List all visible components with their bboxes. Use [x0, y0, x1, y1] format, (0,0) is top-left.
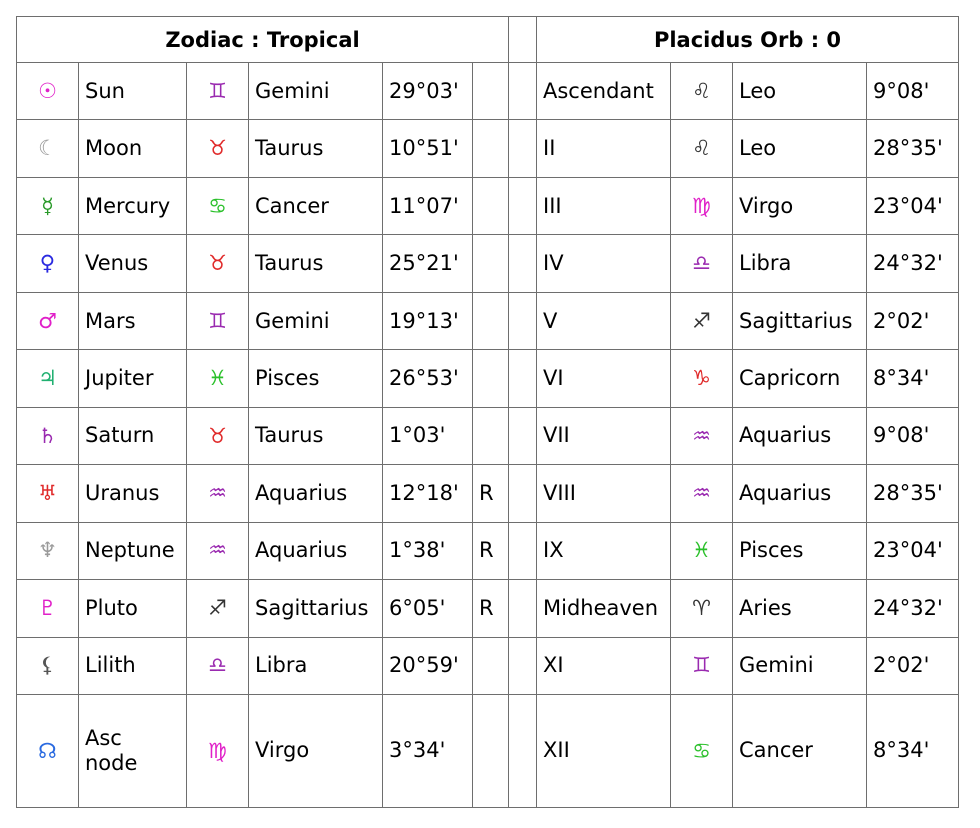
retrograde-flag: [473, 120, 509, 177]
table-row: [17, 63, 959, 120]
planet-name: Uranus: [79, 465, 187, 522]
taurus-sign-icon: ♉: [187, 235, 249, 292]
column-divider: [509, 407, 537, 464]
table-row: [17, 350, 959, 407]
house-name: IX: [537, 522, 671, 579]
table-row: [17, 637, 959, 694]
retrograde-flag: [473, 407, 509, 464]
asc-node-planet-icon: ☊: [17, 695, 79, 808]
house-sign: Aries: [733, 580, 867, 637]
planet-degree: 20°59': [383, 637, 473, 694]
cancer-sign-icon: ♋: [671, 695, 733, 808]
table-row: [17, 407, 959, 464]
column-divider: [509, 120, 537, 177]
planet-degree: 6°05': [383, 580, 473, 637]
table-row: [17, 292, 959, 349]
table-row: [17, 465, 959, 522]
planet-degree: 29°03': [383, 63, 473, 120]
aquarius-sign-icon: ♒: [187, 465, 249, 522]
aries-sign-icon: ♈: [671, 580, 733, 637]
planet-name: Lilith: [79, 637, 187, 694]
house-degree: 9°08': [867, 407, 959, 464]
house-name: V: [537, 292, 671, 349]
house-degree: 2°02': [867, 637, 959, 694]
column-divider: [509, 465, 537, 522]
column-divider: [509, 235, 537, 292]
planet-name: Neptune: [79, 522, 187, 579]
planet-sign: Taurus: [249, 120, 383, 177]
planet-degree: 10°51': [383, 120, 473, 177]
aquarius-sign-icon: ♒: [187, 522, 249, 579]
gemini-sign-icon: ♊: [187, 292, 249, 349]
jupiter-planet-icon: ♃: [17, 350, 79, 407]
cancer-sign-icon: ♋: [187, 177, 249, 234]
column-divider: [509, 292, 537, 349]
sagittarius-sign-icon: ♐: [187, 580, 249, 637]
house-degree: 2°02': [867, 292, 959, 349]
planet-degree: 1°03': [383, 407, 473, 464]
house-degree: 8°34': [867, 695, 959, 808]
house-name: VI: [537, 350, 671, 407]
column-divider: [509, 580, 537, 637]
libra-sign-icon: ♎: [671, 235, 733, 292]
retrograde-flag: [473, 695, 509, 808]
house-sign: Cancer: [733, 695, 867, 808]
house-name: XI: [537, 637, 671, 694]
house-name: II: [537, 120, 671, 177]
planet-degree: 3°34': [383, 695, 473, 808]
house-sign: Sagittarius: [733, 292, 867, 349]
column-divider: [509, 17, 537, 63]
planet-sign: Sagittarius: [249, 580, 383, 637]
house-sign: Leo: [733, 63, 867, 120]
planet-sign: Taurus: [249, 235, 383, 292]
planet-sign: Aquarius: [249, 522, 383, 579]
house-name: Midheaven: [537, 580, 671, 637]
venus-planet-icon: ♀: [17, 235, 79, 292]
leo-sign-icon: ♌: [671, 120, 733, 177]
house-degree: 24°32': [867, 235, 959, 292]
planet-sign: Gemini: [249, 292, 383, 349]
planet-sign: Aquarius: [249, 465, 383, 522]
planet-sign: Taurus: [249, 407, 383, 464]
house-name: VII: [537, 407, 671, 464]
house-sign: Libra: [733, 235, 867, 292]
column-divider: [509, 695, 537, 808]
house-sign: Aquarius: [733, 407, 867, 464]
house-name: IV: [537, 235, 671, 292]
column-divider: [509, 63, 537, 120]
table-row: [17, 695, 959, 808]
planet-name: Pluto: [79, 580, 187, 637]
planet-sign: Pisces: [249, 350, 383, 407]
retrograde-flag: [473, 350, 509, 407]
mars-planet-icon: ♂: [17, 292, 79, 349]
neptune-planet-icon: ♆: [17, 522, 79, 579]
planet-sign: Virgo: [249, 695, 383, 808]
house-name: III: [537, 177, 671, 234]
gemini-sign-icon: ♊: [671, 637, 733, 694]
planet-name: Venus: [79, 235, 187, 292]
zodiac-header: Zodiac : Tropical: [17, 17, 509, 63]
table-header-row: [17, 17, 959, 63]
table-row: [17, 580, 959, 637]
planet-degree: 1°38': [383, 522, 473, 579]
virgo-sign-icon: ♍: [187, 695, 249, 808]
retrograde-flag: [473, 177, 509, 234]
house-name: VIII: [537, 465, 671, 522]
house-degree: 23°04': [867, 177, 959, 234]
lilith-planet-icon: ⚸: [17, 637, 79, 694]
planet-degree: 11°07': [383, 177, 473, 234]
planet-degree: 19°13': [383, 292, 473, 349]
planet-name: Moon: [79, 120, 187, 177]
planet-name: Saturn: [79, 407, 187, 464]
retrograde-flag: R: [473, 522, 509, 579]
house-sign: Leo: [733, 120, 867, 177]
pisces-sign-icon: ♓: [671, 522, 733, 579]
retrograde-flag: R: [473, 580, 509, 637]
retrograde-flag: R: [473, 465, 509, 522]
virgo-sign-icon: ♍: [671, 177, 733, 234]
planet-name: [79, 695, 187, 808]
pisces-sign-icon: ♓: [187, 350, 249, 407]
retrograde-flag: [473, 235, 509, 292]
capricorn-sign-icon: ♑: [671, 350, 733, 407]
mercury-planet-icon: ☿: [17, 177, 79, 234]
column-divider: [509, 350, 537, 407]
planet-name-text: Asc node: [85, 725, 138, 776]
house-sign: Virgo: [733, 177, 867, 234]
planet-degree: 25°21': [383, 235, 473, 292]
house-degree: 28°35': [867, 120, 959, 177]
planet-degree: 26°53': [383, 350, 473, 407]
retrograde-flag: [473, 292, 509, 349]
house-name: Ascendant: [537, 63, 671, 120]
house-sign: Capricorn: [733, 350, 867, 407]
retrograde-flag: [473, 637, 509, 694]
retrograde-flag: [473, 63, 509, 120]
libra-sign-icon: ♎: [187, 637, 249, 694]
leo-sign-icon: ♌: [671, 63, 733, 120]
planet-degree: 12°18': [383, 465, 473, 522]
aquarius-sign-icon: ♒: [671, 465, 733, 522]
pluto-planet-icon: ♇: [17, 580, 79, 637]
moon-planet-icon: ☾: [17, 120, 79, 177]
column-divider: [509, 637, 537, 694]
table-row: [17, 177, 959, 234]
planet-sign: Libra: [249, 637, 383, 694]
sun-planet-icon: ☉: [17, 63, 79, 120]
planet-name: Mercury: [79, 177, 187, 234]
uranus-planet-icon: ♅: [17, 465, 79, 522]
astro-table: [16, 16, 959, 808]
column-divider: [509, 522, 537, 579]
aquarius-sign-icon: ♒: [671, 407, 733, 464]
table-row: [17, 235, 959, 292]
gemini-sign-icon: ♊: [187, 63, 249, 120]
taurus-sign-icon: ♉: [187, 407, 249, 464]
column-divider: [509, 177, 537, 234]
planet-name: Sun: [79, 63, 187, 120]
taurus-sign-icon: ♉: [187, 120, 249, 177]
house-degree: 24°32': [867, 580, 959, 637]
house-sign: Gemini: [733, 637, 867, 694]
house-sign: Aquarius: [733, 465, 867, 522]
house-degree: 9°08': [867, 63, 959, 120]
house-degree: 28°35': [867, 465, 959, 522]
houses-header: Placidus Orb : 0: [537, 17, 959, 63]
house-sign: Pisces: [733, 522, 867, 579]
house-name: XII: [537, 695, 671, 808]
planet-sign: Cancer: [249, 177, 383, 234]
planet-name: Mars: [79, 292, 187, 349]
table-row: [17, 522, 959, 579]
sagittarius-sign-icon: ♐: [671, 292, 733, 349]
saturn-planet-icon: ♄: [17, 407, 79, 464]
house-degree: 23°04': [867, 522, 959, 579]
planet-sign: Gemini: [249, 63, 383, 120]
table-row: [17, 120, 959, 177]
planet-name: Jupiter: [79, 350, 187, 407]
house-degree: 8°34': [867, 350, 959, 407]
